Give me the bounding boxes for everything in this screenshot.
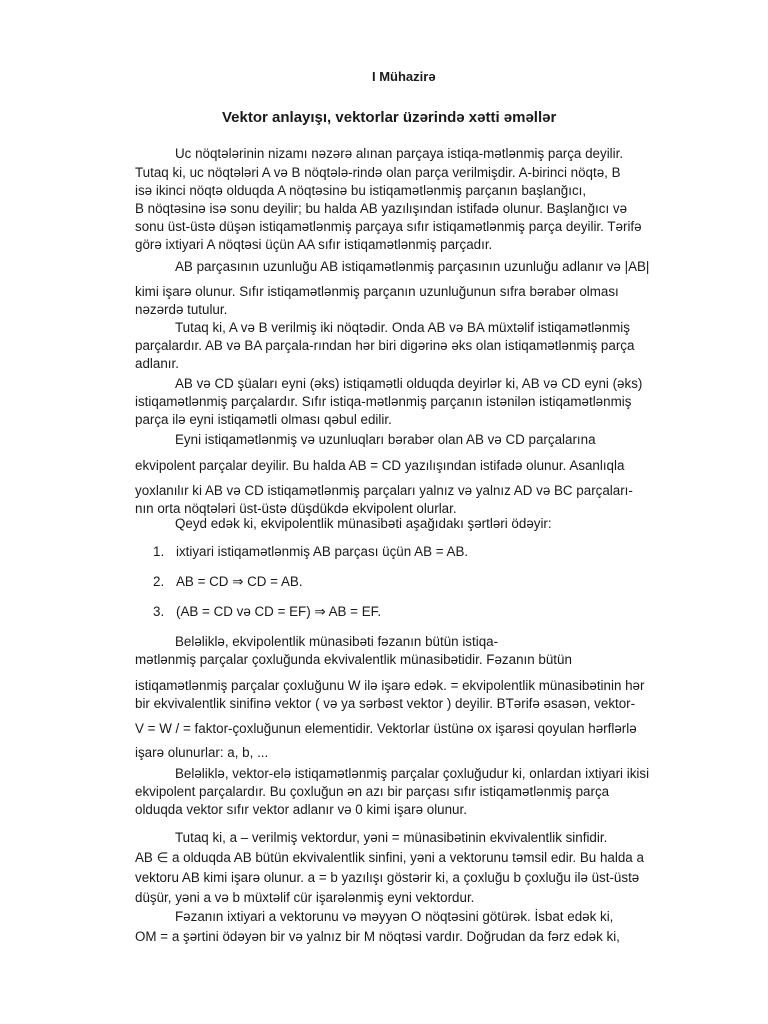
p6-intro: Qeyd edək ki, ekvipolentlik münasibəti aşağıdakı şərtləri ödəyir: [175, 516, 552, 531]
p3-line1: Tutaq ki, A və B verilmiş iki nöqtədir. Onda AB və BA müxtəlif istiqamətlənmiş [175, 320, 630, 335]
p3-line3: adlanır. [135, 356, 179, 371]
p1-line6: görə ixtiyari A nöqtəsi üçün AA sıfır istiqamətlənmiş parçadır. [135, 237, 493, 252]
p9-line2: AB ∈ a olduqda AB bütün ekvivalentlik sinfini, yəni a vektorunu təmsil edir. Bu halda a [135, 850, 644, 865]
lecture-header: I Mühazirə [372, 69, 436, 84]
p7-line2: mətlənmiş parçalar çoxluğunda ekvivalentlik münasibətidir. Fəzanın bütün [135, 652, 572, 667]
p5-line1: Eyni istiqamətlənmiş və uzunluqları bərabər olan AB və CD parçalarına [175, 432, 596, 447]
p7-line4: bir ekvivalentlik sinifinə vektor ( və ya sərbəst vektor ) deyilir. BTərifə əsasən, vektor- [135, 696, 636, 711]
p7-line6: işarə olunurlar: a, b, ... [135, 745, 269, 760]
list-item-1-number: 1. [153, 544, 165, 559]
p1-line5: sonu üst-üstə düşən istiqamətlənmiş parçaya sıfır istiqamətlənmiş parça deyilir. Tərifə [135, 219, 642, 234]
p2-line3: nəzərdə tutulur. [135, 302, 228, 317]
p1-line4: B nöqtəsinə isə sonu deyilir; bu halda AB yazılışından istifadə olunur. Başlanğıcı və [135, 201, 628, 216]
p1-line2: Tutaq ki, uc nöqtələri A və B nöqtələ-rində olan parça verilmişdir. A-birinci nöqtə, B [135, 165, 621, 180]
list-item-3-number: 3. [153, 604, 165, 619]
p8-line3: olduqda vektor sıfır vektor adlanır və 0 kimi işarə olunur. [135, 802, 467, 817]
list-item-2-number: 2. [153, 574, 165, 589]
p2-line2: kimi işarə olunur. Sıfır istiqamətlənmiş parçanın uzunluğunun sıfra bərabər olması [135, 284, 619, 299]
p4-line3: parça ilə eyni istiqamətli olması qəbul edilir. [135, 412, 392, 427]
p8-line2: ekvipolent parçalardır. Bu çoxluğun ən azı bir parçası sıfır istiqamətlənmiş parça [135, 784, 610, 799]
p5-line4: nın orta nöqtələri üst-üstə düşdükdə ekvipolent olurlar. [135, 501, 457, 516]
p1-line3: isə ikinci nöqtə olduqda A nöqtəsinə bu istiqamətlənmiş parçanın başlanğıcı, [135, 183, 587, 198]
p9-line3: vektoru AB kimi işarə olunur. a = b yazılışı göstərir ki, a çoxluğu b çoxluğu ilə üst-üstə [135, 870, 640, 885]
p5-line2: ekvipolent parçalar deyilir. Bu halda AB = CD yazılışından istifadə olunur. Asanlıqla [135, 458, 625, 473]
p9-line1: Tutaq ki, a – verilmiş vektordur, yəni = münasibətinin ekvivalentlik sinfidir. [175, 830, 608, 845]
p2-line1: AB parçasının uzunluğu AB istiqamətlənmiş parçasının uzunluğu adlanır və |AB| [175, 259, 650, 274]
p10-line1: Fəzanın ixtiyari a vektorunu və məyyən O nöqtəsini götürək. İsbat edək ki, [175, 909, 614, 924]
document-title: Vektor anlayışı, vektorlar üzərində xətti əməllər [222, 109, 557, 126]
list-item-2: AB = CD ⇒ CD = AB. [176, 574, 303, 589]
p5-line3: yoxlanılır ki AB və CD istiqamətlənmiş parçaları yalnız və yalnız AD və BC parçaları- [135, 483, 633, 498]
p7-line3: istiqamətlənmiş parçalar çoxluğunu W ilə işarə edək. = ekvipolentlik münasibətinin hər [135, 678, 645, 693]
p3-line2: parçalardır. AB və BA parçala-rından hər biri digərinə əks olan istiqamətlənmiş parça [135, 338, 635, 353]
p4-line2: istiqamətlənmiş parçalardır. Sıfır istiqa-mətlənmiş parçanın istənilən istiqamətlənmiş [135, 394, 632, 409]
p7-line5: V = W / = faktor-çoxluğunun elementidir. Vektorlar üstünə ox işarəsi qoyulan hərflərlə [135, 721, 637, 736]
p4-line1: AB və CD şüaları eyni (əks) istiqamətli olduqda deyirlər ki, AB və CD eyni (əks) [175, 376, 643, 391]
list-item-1: ixtiyari istiqamətlənmiş AB parçası üçün AB = AB. [176, 544, 469, 559]
p8-line1: Beləliklə, vektor-elə istiqamətlənmiş parçalar çoxluğudur ki, onlardan ixtiyari ikisi [175, 766, 650, 781]
p1-line1: Uc nöqtələrinin nizamı nəzərə alınan parçaya istiqa-mətlənmiş parça deyilir. [175, 146, 624, 161]
p10-line2: OM = a şərtini ödəyən bir və yalnız bir M nöqtəsi vardır. Doğrudan da fərz edək ki, [135, 929, 620, 944]
p7-line1: Beləliklə, ekvipolentlik münasibəti fəzanın bütün istiqa- [175, 634, 499, 649]
p9-line4: düşür, yəni a və b müxtəlif cür işarələnmiş eyni vektordur. [135, 890, 475, 905]
list-item-3: (AB = CD və CD = EF) ⇒ AB = EF. [176, 604, 382, 619]
